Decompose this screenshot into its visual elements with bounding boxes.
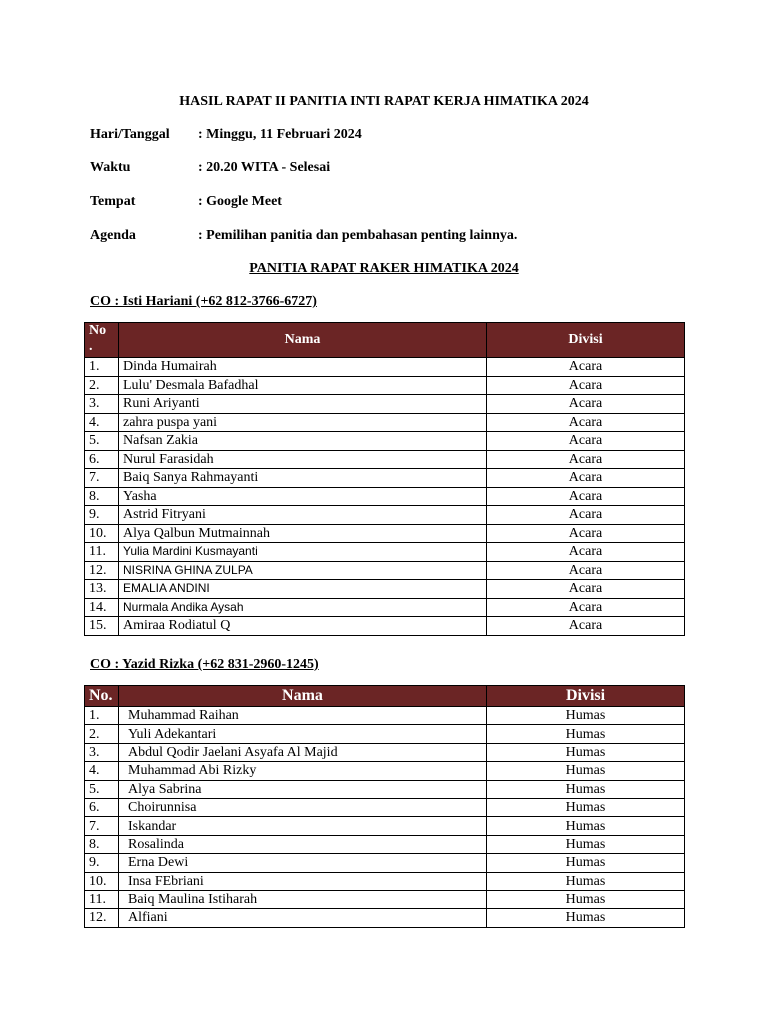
- table-row: [85, 524, 685, 543]
- cell-divisi: Acara: [487, 524, 685, 543]
- member-table-humas: [84, 685, 685, 928]
- cell-nama: Abdul Qodir Jaelani Asyafa Al Majid: [119, 743, 487, 761]
- table-row: [85, 395, 685, 414]
- cell-nama: Astrid Fitryani: [119, 506, 487, 525]
- cell-no: 1.: [85, 358, 119, 377]
- cell-no: 8.: [85, 487, 119, 506]
- cell-nama: Dinda Humairah: [119, 358, 487, 377]
- coordinator-2: CO : Yazid Rizka (+62 831-2960-1245): [90, 657, 319, 672]
- meta-row-date: [90, 127, 362, 143]
- cell-divisi: Humas: [487, 817, 685, 835]
- cell-nama: Rosalinda: [119, 835, 487, 853]
- column-header-divisi: Divisi: [487, 323, 685, 358]
- committee-heading: PANITIA RAPAT RAKER HIMATIKA 2024: [249, 261, 519, 276]
- cell-nama: Baiq Maulina Istiharah: [119, 890, 487, 908]
- cell-nama: zahra puspa yani: [119, 413, 487, 432]
- table-row: [85, 561, 685, 580]
- table-row: [85, 450, 685, 469]
- cell-nama: Nurul Farasidah: [119, 450, 487, 469]
- cell-divisi: Humas: [487, 798, 685, 816]
- cell-no: 12.: [85, 561, 119, 580]
- table-row: [85, 376, 685, 395]
- cell-nama: Muhammad Raihan: [119, 707, 487, 725]
- cell-no: 10.: [85, 524, 119, 543]
- table-row: [85, 854, 685, 872]
- meta-value: : Minggu, 11 Februari 2024: [198, 127, 362, 142]
- coordinator-1: CO : Isti Hariani (+62 812-3766-6727): [90, 294, 317, 309]
- meta-label: Hari/Tanggal: [90, 127, 170, 142]
- table-row: [85, 798, 685, 816]
- table-row: [85, 780, 685, 798]
- cell-no: 8.: [85, 835, 119, 853]
- cell-divisi: Acara: [487, 617, 685, 636]
- cell-no: 3.: [85, 743, 119, 761]
- cell-no: 13.: [85, 580, 119, 599]
- cell-divisi: Humas: [487, 890, 685, 908]
- meta-label: Tempat: [90, 194, 136, 209]
- cell-nama: Iskandar: [119, 817, 487, 835]
- cell-no: 3.: [85, 395, 119, 414]
- cell-divisi: Humas: [487, 835, 685, 853]
- cell-divisi: Humas: [487, 725, 685, 743]
- table-row: [85, 358, 685, 377]
- cell-divisi: Humas: [487, 909, 685, 927]
- cell-nama: Lulu' Desmala Bafadhal: [119, 376, 487, 395]
- cell-nama: Muhammad Abi Rizky: [119, 762, 487, 780]
- table-row: [85, 872, 685, 890]
- cell-divisi: Acara: [487, 469, 685, 488]
- cell-nama: Erna Dewi: [119, 854, 487, 872]
- cell-no: 1.: [85, 707, 119, 725]
- cell-nama: Nurmala Andika Aysah: [119, 598, 487, 617]
- meta-row-agenda: [90, 228, 517, 244]
- table-row: [85, 598, 685, 617]
- table-row: [85, 487, 685, 506]
- cell-nama: Yasha: [119, 487, 487, 506]
- cell-divisi: Humas: [487, 780, 685, 798]
- cell-divisi: Acara: [487, 506, 685, 525]
- cell-divisi: Humas: [487, 854, 685, 872]
- cell-no: 5.: [85, 432, 119, 451]
- cell-divisi: Humas: [487, 762, 685, 780]
- cell-divisi: Acara: [487, 561, 685, 580]
- cell-no: 14.: [85, 598, 119, 617]
- table-row: [85, 817, 685, 835]
- cell-nama: Choirunnisa: [119, 798, 487, 816]
- cell-no: 6.: [85, 798, 119, 816]
- cell-nama: Nafsan Zakia: [119, 432, 487, 451]
- table-row: [85, 725, 685, 743]
- table-row: [85, 580, 685, 599]
- cell-no: 7.: [85, 469, 119, 488]
- cell-nama: NISRINA GHINA ZULPA: [119, 561, 487, 580]
- meta-row-time: [90, 160, 330, 176]
- cell-divisi: Acara: [487, 487, 685, 506]
- table-row: [85, 469, 685, 488]
- cell-nama: Yuli Adekantari: [119, 725, 487, 743]
- cell-no: 9.: [85, 506, 119, 525]
- cell-divisi: Humas: [487, 743, 685, 761]
- cell-divisi: Acara: [487, 543, 685, 562]
- table-row: [85, 762, 685, 780]
- cell-no: 10.: [85, 872, 119, 890]
- cell-no: 15.: [85, 617, 119, 636]
- table-row: [85, 543, 685, 562]
- column-header-nama: Nama: [119, 686, 487, 707]
- cell-divisi: Humas: [487, 872, 685, 890]
- cell-nama: Alfiani: [119, 909, 487, 927]
- column-header-no: No.: [85, 686, 119, 707]
- cell-nama: Yulia Mardini Kusmayanti: [119, 543, 487, 562]
- cell-no: 7.: [85, 817, 119, 835]
- cell-nama: Runi Ariyanti: [119, 395, 487, 414]
- meta-label: Agenda: [90, 228, 136, 243]
- meta-value: : Google Meet: [198, 194, 282, 209]
- cell-no: 6.: [85, 450, 119, 469]
- column-header-divisi: Divisi: [487, 686, 685, 707]
- cell-nama: Alya Sabrina: [119, 780, 487, 798]
- cell-nama: Alya Qalbun Mutmainnah: [119, 524, 487, 543]
- cell-divisi: Acara: [487, 580, 685, 599]
- table-row: [85, 413, 685, 432]
- cell-no: 12.: [85, 909, 119, 927]
- cell-no: 4.: [85, 413, 119, 432]
- cell-divisi: Acara: [487, 598, 685, 617]
- cell-divisi: Acara: [487, 376, 685, 395]
- cell-nama: Amiraa Rodiatul Q: [119, 617, 487, 636]
- cell-no: 2.: [85, 725, 119, 743]
- cell-divisi: Acara: [487, 450, 685, 469]
- meta-label: Waktu: [90, 160, 131, 175]
- cell-no: 11.: [85, 543, 119, 562]
- cell-no: 5.: [85, 780, 119, 798]
- cell-no: 9.: [85, 854, 119, 872]
- table-row: [85, 707, 685, 725]
- table-row: [85, 890, 685, 908]
- cell-divisi: Acara: [487, 358, 685, 377]
- meta-value: : 20.20 WITA - Selesai: [198, 160, 331, 175]
- cell-nama: EMALIA ANDINI: [119, 580, 487, 599]
- column-header-no: No .: [85, 323, 119, 358]
- table-row: [85, 432, 685, 451]
- cell-nama: Insa FEbriani: [119, 872, 487, 890]
- cell-divisi: Humas: [487, 707, 685, 725]
- column-header-nama: Nama: [119, 323, 487, 358]
- meta-row-place: [90, 194, 282, 210]
- cell-divisi: Acara: [487, 432, 685, 451]
- table-row: [85, 617, 685, 636]
- document-title: HASIL RAPAT II PANITIA INTI RAPAT KERJA HIMATIKA 2024: [179, 94, 589, 109]
- table-row: [85, 743, 685, 761]
- table-row: [85, 506, 685, 525]
- member-table-acara: [84, 322, 685, 636]
- cell-no: 11.: [85, 890, 119, 908]
- cell-no: 4.: [85, 762, 119, 780]
- table-row: [85, 835, 685, 853]
- cell-nama: Baiq Sanya Rahmayanti: [119, 469, 487, 488]
- meta-value: : Pemilihan panitia dan pembahasan penting lainnya.: [198, 228, 518, 243]
- cell-divisi: Acara: [487, 395, 685, 414]
- table-row: [85, 909, 685, 927]
- cell-divisi: Acara: [487, 413, 685, 432]
- cell-no: 2.: [85, 376, 119, 395]
